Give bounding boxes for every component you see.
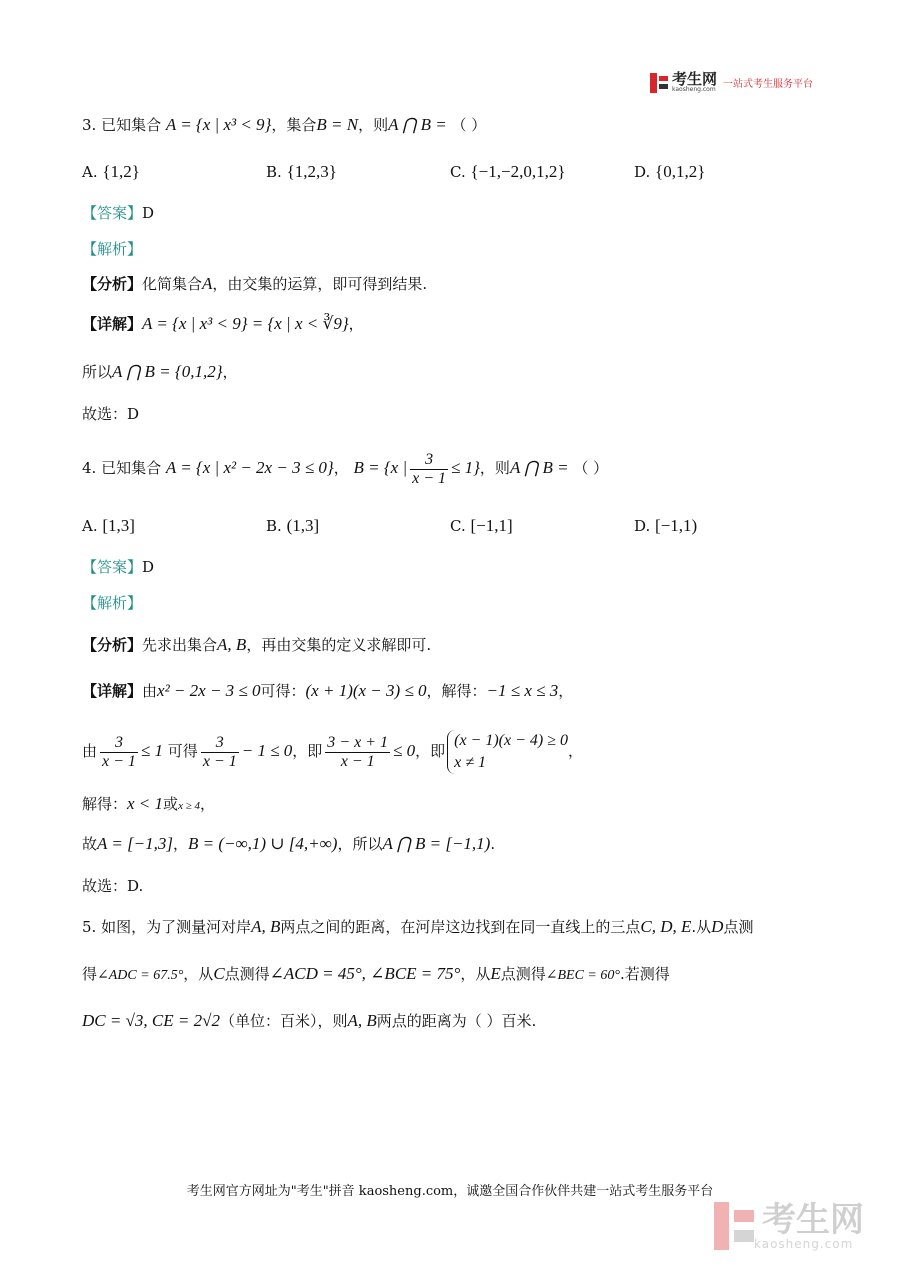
q3-option-b: B. {1,2,3} [266, 162, 337, 181]
q4-choice: 故选：D. [82, 877, 144, 895]
watermark [714, 1202, 864, 1250]
q4-detail-3: 解得：x < 1或x ≥ 4， [82, 794, 215, 813]
watermark-domain: kaosheng.com [754, 1237, 854, 1251]
q3-choice: 故选：D [82, 405, 140, 423]
q3-stem: 3. 已知集合 A = {x | x³ < 9}，集合B = N，则A ⋂ B = （ ） [82, 115, 487, 134]
q3-analysis-tag: 【解析】 [82, 240, 143, 258]
watermark-name: 考生网 [762, 1200, 864, 1240]
q4-option-d: D. [−1,1) [634, 516, 698, 535]
q4-stem: 4. 已知集合 A = {x | x² − 2x − 3 ≤ 0}， B = {x | $\frac{3}{x - 1}$ ≤ 1}，则A ⋂ B = （ ） [82, 450, 609, 487]
logo-icon [650, 73, 668, 93]
q3-option-c: C. {−1,−2,0,1,2} [450, 162, 566, 181]
q3-fenxi: 【分析】化简集合A，由交集的运算，即可得到结果. [82, 274, 428, 293]
logo-domain: kaosheng.com [672, 86, 716, 93]
q4-fenxi: 【分析】先求出集合A, B，再由交集的定义求解即可. [82, 635, 432, 654]
q3-option-a: A. {1,2} [82, 162, 140, 181]
q4-answer: 【答案】D [82, 558, 155, 576]
q4-detail-2: 由 $\frac{3}{x - 1}$ ≤ 1 可得 $\frac{3}{x - 1}$ − 1 ≤ 0，即 $\frac{3 - x + 1}{x - 1}$ ≤ 0，即(x − 1)(x − 4) ≥ 0 x ≠ 1， [82, 726, 583, 776]
q4-detail-1: 【详解】由x² − 2x − 3 ≤ 0可得：(x + 1)(x − 3) ≤ 0，解得：−1 ≤ x ≤ 3， [82, 681, 574, 700]
q4-option-b: B. (1,3] [266, 516, 320, 535]
logo-name: 考生网 [672, 70, 718, 88]
q4-detail-4: 故A = [−1,3]，B = (−∞,1) ∪ [4,+∞)，所以A ⋂ B = [−1,1). [82, 834, 496, 853]
q5-line-2: 得∠ADC = 67.5°，从C点测得∠ACD = 45°, ∠BCE = 75°，从E点测得∠BEC = 60°.若测得 [82, 964, 670, 983]
q4-option-a: A. [1,3] [82, 516, 135, 535]
header-logo [650, 72, 813, 93]
q4-analysis-tag: 【解析】 [82, 594, 143, 612]
q5-line-1: 5. 如图，为了测量河对岸A, B两点之间的距离，在河岸这边找到在同一直线上的三点C, D, E.从D点测 [82, 917, 754, 936]
q4-option-c: C. [−1,1] [450, 516, 513, 535]
footer-text: 考生网官方网址为"考生"拼音 kaosheng.com，诚邀全国合作伙伴共建一站式考生服务平台 [186, 1184, 714, 1199]
header-slogan: 一站式考生服务平台 [723, 79, 814, 90]
q5-line-3: DC = √3, CE = 2√2（单位：百米），则A, B两点的距离为（ ）百米. [82, 1011, 537, 1030]
q3-so: 所以A ⋂ B = {0,1,2}， [82, 362, 238, 381]
q3-option-d: D. {0,1,2} [634, 162, 706, 181]
q3-answer: 【答案】D [82, 204, 155, 222]
q3-detail: 【详解】A = {x | x³ < 9} = {x | x < ∛9}， [82, 314, 364, 333]
watermark-logo-icon [714, 1202, 754, 1250]
